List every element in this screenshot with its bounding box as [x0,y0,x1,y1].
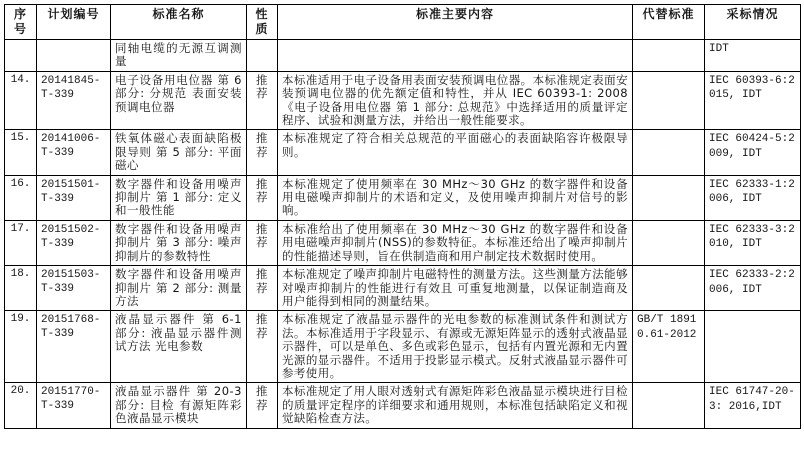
cell-main-content: 本标准适用于电子设备用表面安装预调电位器。本标准规定表面安装预调电位器的优先额定值和特性，并从 IEC 60393-1: 2008《电子设备用电位器 第 1 部分: 总规范》中选择适用的质量评定程序、试验和测量方法，并给出一般性能要求。 [278,71,633,130]
cell-replaced-standard [633,175,705,220]
header-standard-name: 标准名称 [111,5,247,40]
cell-plan-number: 20151503-T-339 [37,266,111,311]
cell-main-content: 本标准规定了噪声抑制片电磁特性的测量方法。这些测量方法能够对噪声抑制片的性能进行有效且 可重复地测量，以保证制造商及用户能得到相同的测量结果。 [278,266,633,311]
table-row [5,266,801,311]
header-seq: 序号 [5,5,37,40]
table-row [5,175,801,220]
cell-seq: 18. [5,266,37,311]
table-row [5,71,801,130]
cell-plan-number: 20141006-T-339 [37,130,111,175]
cell-adoption-status: IEC 60424-5:2009, IDT [705,130,801,175]
header-main-content: 标准主要内容 [278,5,633,40]
header-replaced-standard: 代替标准 [633,5,705,40]
cell-standard-name: 数字器件和设备用噪声抑制片 第 3 部分: 噪声抑制片的参数特性 [111,220,247,265]
cell-plan-number: 20151502-T-339 [37,220,111,265]
cell-adoption-status: IEC 62333-2:2006, IDT [705,266,801,311]
cell-nature: 推荐 [247,383,278,428]
table-row [5,311,801,383]
cell-main-content: 本标准规定了符合相关总规范的平面磁心的表面缺陷容许极限导则。 [278,130,633,175]
cell-seq: 14. [5,71,37,130]
cell-plan-number: 20151501-T-339 [37,175,111,220]
cell-adoption-status: IDT [705,40,801,72]
cell-replaced-standard [633,71,705,130]
cell-standard-name: 液晶显示器件 第 20-3 部分: 目检 有源矩阵彩色液晶显示模块 [111,383,247,428]
cell-adoption-status: IEC 62333-3:2010, IDT [705,220,801,265]
cell-standard-name: 电子设备用电位器 第 6 部分: 分规范 表面安装预调电位器 [111,71,247,130]
cell-nature [247,40,278,72]
table-row [5,383,801,428]
cell-standard-name: 液晶显示器件 第 6-1 部分: 液晶显示器件测试方法 光电参数 [111,311,247,383]
header-adoption-status: 采标情况 [705,5,801,40]
cell-main-content: 本标准给出了使用频率在 30 MHz～30 GHz 的数字器件和设备用电磁噪声抑制片(NSS)的参数特征。本标准还给出了噪声抑制片的性能描述导则，旨在供制造商和用户制定技术数据时使用。 [278,220,633,265]
cell-plan-number [37,40,111,72]
cell-replaced-standard: GB/T 18910.61-2012 [633,311,705,383]
table-row [5,40,801,72]
cell-seq [5,40,37,72]
table-row [5,220,801,265]
header-plan-number: 计划编号 [37,5,111,40]
standards-table [4,4,801,429]
cell-nature: 推荐 [247,266,278,311]
cell-main-content: 本标准规定了使用频率在 30 MHz～30 GHz 的数字器件和设备用电磁噪声抑制片的术语和定义，及使用噪声抑制片对信号的影响。 [278,175,633,220]
cell-main-content: 本标准规定了用人眼对透射式有源矩阵彩色液晶显示模块进行目检的质量评定程序的详细要求和通用规则，本标准包括缺陷定义和视觉缺陷检查方法。 [278,383,633,428]
cell-standard-name: 铁氧体磁心表面缺陷极限导则 第 5 部分: 平面磁心 [111,130,247,175]
cell-nature: 推荐 [247,130,278,175]
cell-nature: 推荐 [247,220,278,265]
cell-seq: 19. [5,311,37,383]
cell-seq: 17. [5,220,37,265]
cell-replaced-standard [633,220,705,265]
cell-adoption-status: IEC 60393-6:2015, IDT [705,71,801,130]
cell-standard-name: 数字器件和设备用噪声抑制片 第 1 部分: 定义和一般性能 [111,175,247,220]
header-row [5,5,801,40]
header-nature: 性质 [247,5,278,40]
cell-standard-name: 数字器件和设备用噪声抑制片 第 2 部分: 测量方法 [111,266,247,311]
cell-nature: 推荐 [247,175,278,220]
cell-replaced-standard [633,383,705,428]
cell-nature: 推荐 [247,71,278,130]
cell-plan-number: 20141845-T-339 [37,71,111,130]
table-header [5,5,801,40]
cell-replaced-standard [633,266,705,311]
table-row [5,130,801,175]
cell-seq: 20. [5,383,37,428]
cell-nature: 推荐 [247,311,278,383]
cell-main-content: 本标准规定了液晶显示器件的光电参数的标准测试条件和测试方法。本标准适用于字段显示、有源或无源矩阵显示的透射式液晶显示器件，可以是单色、多色或彩色显示，包括有内置光源和无内置光源的显示器件。不适用于投影显示模式。反射式液晶显示器件可参考使用。 [278,311,633,383]
cell-standard-name: 同轴电缆的无源互调测量 [111,40,247,72]
cell-plan-number: 20151770-T-339 [37,383,111,428]
cell-adoption-status [705,311,801,383]
cell-replaced-standard [633,130,705,175]
cell-plan-number: 20151768-T-339 [37,311,111,383]
cell-main-content [278,40,633,72]
cell-adoption-status: IEC 62333-1:2006, IDT [705,175,801,220]
cell-replaced-standard [633,40,705,72]
cell-seq: 15. [5,130,37,175]
table-body [5,40,801,429]
cell-adoption-status: IEC 61747-20-3: 2016,IDT [705,383,801,428]
cell-seq: 16. [5,175,37,220]
